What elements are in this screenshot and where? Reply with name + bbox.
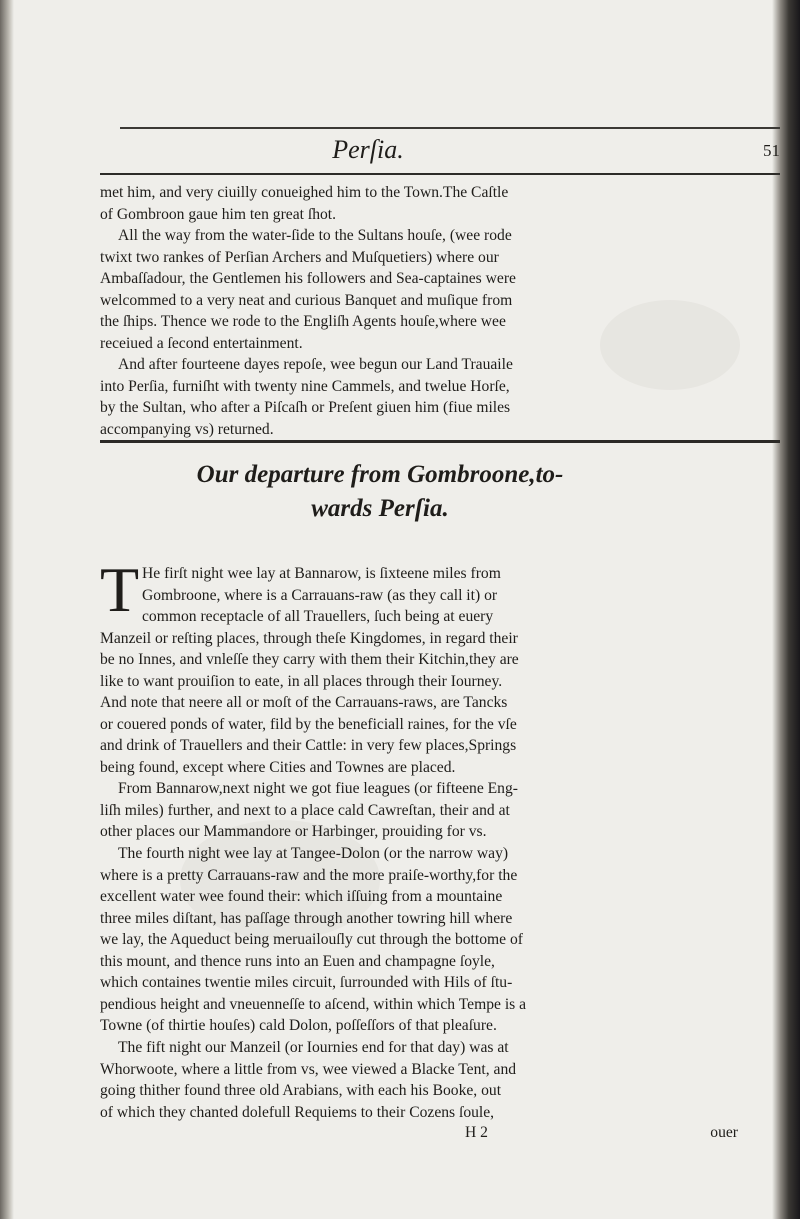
text-line: be no Innes, and vnleſſe they carry with them their Kitchin,they are: [100, 651, 519, 668]
opening-paragraph: [100, 182, 780, 225]
text-line: Towne (of thirtie houſes) cald Dolon, poſſeſſors of that pleaſure.: [100, 1017, 497, 1034]
page-number: 51: [763, 141, 780, 160]
page-footer: [100, 1124, 780, 1148]
paragraph-departure: [100, 354, 780, 440]
text-line: accompanying vs) returned.: [100, 420, 274, 438]
text-line: this mount, and thence runs into an Euen and champagne ſoyle,: [100, 952, 495, 970]
running-title: Perſia.: [332, 135, 404, 164]
paragraph-bannarow: [100, 778, 780, 843]
text-line: or couered ponds of water, fild by the beneficiall raines, for the vſe: [100, 715, 517, 733]
text-line: and drink of Trauellers and their Cattle: in very few places,Springs: [100, 737, 517, 754]
text-line: the ſhips. Thence we rode to the Engliſh Agents houſe,where wee: [100, 313, 506, 330]
text-line: other places our Mammandore or Harbinger, prouiding for vs.: [100, 823, 487, 840]
text-line: And after fourteene dayes repoſe, wee begun our Land Trauaile: [118, 356, 513, 373]
header-rule: [100, 173, 780, 175]
paragraph-banquet: [100, 225, 780, 354]
text-line: The fourth night wee lay at Tangee-Dolon (or the narrow way): [118, 845, 509, 862]
section-divider-rule: [100, 440, 780, 443]
text-line: three miles diſtant, has paſſage through another towring hill where: [100, 909, 513, 927]
page-gutter-shadow: [0, 0, 14, 1219]
text-line: where is a pretty Carrauans-raw and the more praiſe-worthy,for the: [100, 866, 518, 884]
text-line: pendious height and vneuenneſſe to aſcend, within which Tempe is a: [100, 995, 527, 1013]
text-line: Whorwoote, where a little from vs, wee viewed a Blacke Tent, and: [100, 1060, 517, 1078]
text-line: twixt two rankes of Perſian Archers and Muſquetiers) where our: [100, 248, 499, 266]
text-line: going thither found three old Arabians, with each his Booke, out: [100, 1082, 502, 1099]
text-line: Manzeil or reſting places, through theſe Kingdomes, in regard their: [100, 629, 518, 647]
drop-cap: T: [100, 554, 140, 625]
text-line: excellent water wee found their: which iſſuing from a mountaine: [100, 888, 503, 905]
section-heading-line: wards Perſia.: [311, 495, 449, 522]
text-line: Ambaſſadour, the Gentlemen his followers and Sea-captaines were: [100, 270, 516, 287]
section-heading: [100, 458, 660, 526]
text-line: common receptacle of all Trauellers, ſuch being at euery: [142, 608, 494, 625]
text-line: And note that neere all or moſt of the Carrauans-raws, are Tancks: [100, 694, 508, 711]
text-line: by the Sultan, who after a Piſcaſh or Preſent giuen him (fiue miles: [100, 399, 511, 416]
text-line: met him, and very ciuilly conueighed him to the Town.The Caſtle: [100, 184, 509, 201]
text-line: liſh miles) further, and next to a place cald Cawreſtan, their and at: [100, 801, 510, 819]
text-line: All the way from the water-ſide to the Sultans houſe, (wee rode: [118, 227, 512, 244]
text-line: He firſt night wee lay at Bannarow, is ſixteene miles from: [142, 565, 501, 582]
text-line: into Perſia, furniſht with twenty nine Cammels, and twelue Horſe,: [100, 377, 510, 395]
signature-mark: H 2: [465, 1124, 488, 1141]
catchword: ouer: [710, 1124, 738, 1141]
text-line: being found, except where Cities and Townes are placed.: [100, 758, 456, 776]
top-border-rule: [120, 127, 780, 129]
text-line: The fift night our Manzeil (or Iournies end for that day) was at: [118, 1039, 509, 1056]
text-line: Gombroone, where is a Carrauans-raw (as they call it) or: [142, 586, 498, 604]
page-header: [100, 135, 780, 175]
text-line: of Gombroon gaue him ten great ſhot.: [100, 205, 337, 223]
body-paragraph: [100, 563, 780, 778]
paragraph-tangee-dolon: [100, 843, 780, 1037]
section-heading-line: Our departure from Gombroone,to-: [196, 461, 564, 488]
text-line: which containes twentie miles circuit, ſurrounded with Hils of ſtu-: [100, 974, 513, 991]
text-line: of which they chanted dolefull Requiems to their Cozens ſoule,: [100, 1103, 495, 1121]
text-line: receiued a ſecond entertainment.: [100, 334, 303, 352]
paragraph-whorwoote: [100, 1037, 780, 1123]
text-line: welcommed to a very neat and curious Banquet and muſique from: [100, 291, 513, 309]
text-line: like to want prouiſion to eate, in all places through their Iourney.: [100, 672, 503, 690]
text-line: From Bannarow,next night we got fiue leagues (or fifteene Eng-: [118, 780, 518, 797]
text-line: we lay, the Aqueduct being meruailouſly cut through the bottome of: [100, 931, 523, 948]
